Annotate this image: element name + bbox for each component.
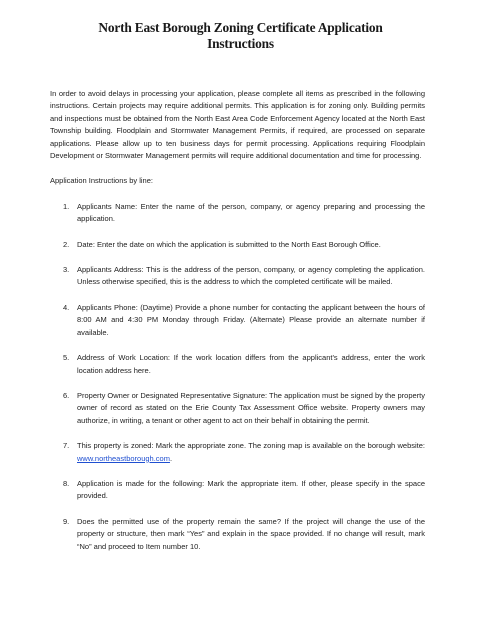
item-number: 1. [63,201,70,211]
item-number: 3. [63,265,70,275]
item-number: 2. [63,239,70,249]
document-title [50,20,425,52]
item-text: This property is zoned: Mark the appropriate zone. The zoning map is available on the borough website: [77,441,425,451]
instruction-item-1 [50,201,425,226]
item-number: 8. [63,478,70,488]
instruction-item-6 [50,390,425,427]
borough-website-link[interactable]: www.northeastborough.com [77,453,170,463]
item-text: Application is made for the following: Mark the appropriate item. If other, please specify in the space provided. [77,478,425,501]
item-number: 5. [63,353,70,363]
item-text: Applicants Address: This is the address of the person, company, or agency completing the application. Unless otherwise specified, this is the address to which the completed certificate will be mailed. [77,265,425,287]
instruction-item-8 [50,478,425,503]
item-text: Applicants Name: Enter the name of the person, company, or agency preparing and processing the application. [77,201,425,224]
instruction-list [50,201,425,553]
item-text: Date: Enter the date on which the application is submitted to the North East Borough Office. [77,239,381,249]
title-line-2: Instructions [207,36,274,51]
item-number: 9. [63,516,70,526]
item-text: Address of Work Location: If the work location differs from the applicant's address, enter the work location address here. [77,353,425,375]
title-line-1: North East Borough Zoning Certificate Application [98,20,383,35]
item-text: Does the permitted use of the property remain the same? If the project will change the use of the property or structure, then mark “Yes” and explain in the space provided. If no change will result, mark “No” and proceed to Item number 10. [77,516,425,551]
instructions-lead: Application Instructions by line: [50,176,153,186]
instruction-item-2 [50,239,425,251]
instruction-item-3 [50,264,425,289]
item-number: 6. [63,390,70,400]
item-text: Applicants Phone: (Daytime) Provide a phone number for contacting the applicant between the hours of 8:00 AM and 4:30 PM Monday through Friday. (Alternate) Please provide an alternate number if available. [77,302,425,337]
instruction-item-4 [50,302,425,339]
item-number: 7. [63,441,70,451]
instruction-item-9 [50,516,425,553]
item-text: Property Owner or Designated Representative Signature: The application must be signed by the property owner of record as stated on the Erie County Tax Assessment Office website. Property owners may authorize, in writing, a tenant or other agent to act on their behalf in obtaining the permit. [77,390,425,425]
item-number: 4. [63,302,70,312]
instruction-item-5 [50,352,425,377]
item-text-end: . [169,453,173,463]
intro-paragraph: In order to avoid delays in processing your application, please complete all items as prescribed in the following instructions. Certain projects may require additional permits. This application is for zoning only. Building permits and inspections must be obtained from the North East Area Code Enforcement Agency located at the North East Township building. Floodplain and Stormwater Management Permits, if required, are processed on separate applications. Please allow up to ten business days for permit processing. Applications requiring Floodplain Development or Stormwater Management permits will require additional documentation and time for processing. [50,89,425,161]
instruction-item-7 [50,440,425,465]
